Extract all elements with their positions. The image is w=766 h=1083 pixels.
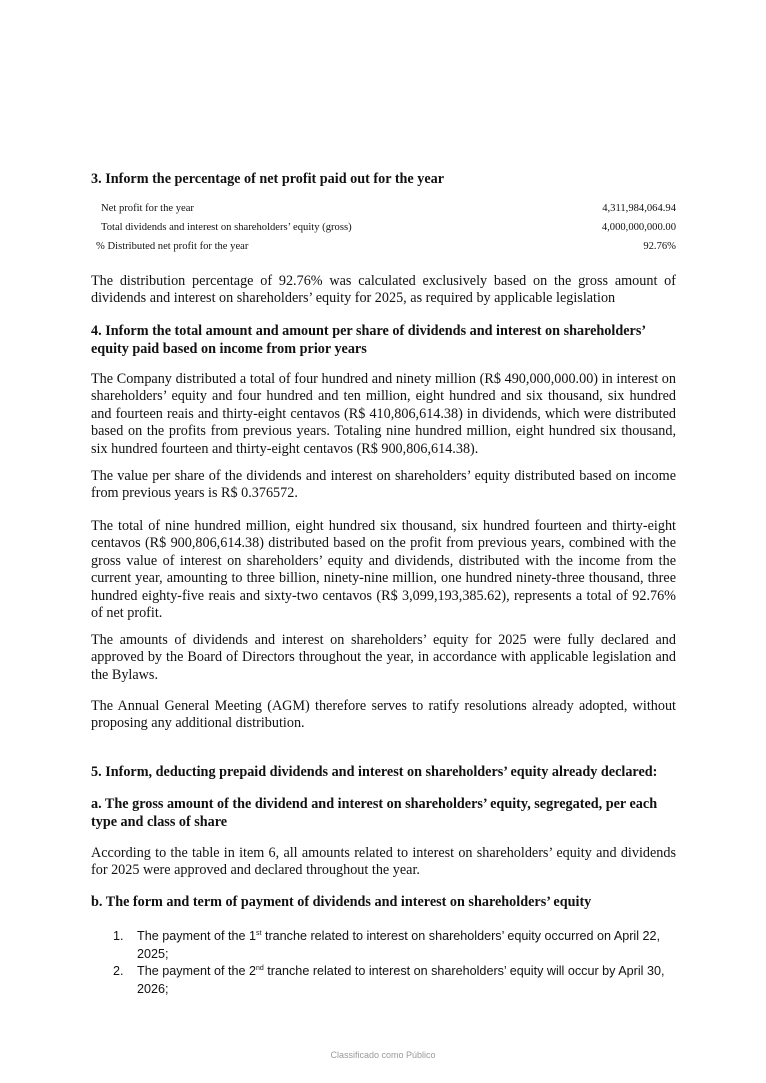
section-4-paragraph-1: The Company distributed a total of four hundred and ninety million (R$ 490,000,000.00) in interest on shareholders’ equity and four hundred and ten million, eight hundred and six thousand, six hundred and fourteen reais and thirty-eight centavos (R$ 410,806,614.38) in dividends, which were distributed based on the profits from previous years. Totaling nine hundred million, eight hundred six thousand, six hundred fourteen and thirty-eight centavos (R$ 900,806,614.38). bbox=[91, 371, 676, 457]
list-item-number: 2. bbox=[113, 964, 124, 978]
section-4-paragraph-3: The total of nine hundred million, eight hundred six thousand, six hundred fourteen and thirty-eight centavos (R$ 900,806,614.38) distributed based on the profit from previous years, combined with the gross value of interest on shareholders’ equity and dividends, distributed with the income from the current year, amounting to three billion, ninety-nine million, one hundred ninety-three thousand, three hundred eighty-five reais and sixty-two centavos (R$ 3,099,193,385.62), represents a total of 92.76% of net profit. bbox=[91, 518, 676, 622]
section-5a-heading: a. The gross amount of the dividend and interest on shareholders’ equity, segregated, per each type and class of share bbox=[91, 796, 658, 830]
row-value-total-dividends: 4,000,000,000.00 bbox=[601, 222, 676, 233]
row-label-net-profit: Net profit for the year bbox=[101, 203, 194, 214]
row-label-total-dividends: Total dividends and interest on shareholders’ equity (gross) bbox=[101, 222, 352, 233]
section-3-paragraph: The distribution percentage of 92.76% was calculated exclusively based on the gross amount of dividends and interest on shareholders’ equity for 2025, as required by applicable legislation bbox=[91, 273, 676, 307]
table-row bbox=[91, 241, 676, 257]
row-value-net-profit: 4,311,984,064.94 bbox=[602, 203, 676, 214]
section-3-heading: 3. Inform the percentage of net profit paid out for the year bbox=[91, 171, 445, 187]
section-5-heading: 5. Inform, deducting prepaid dividends and interest on shareholders’ equity already declared: bbox=[91, 764, 658, 780]
section-5b-heading: b. The form and term of payment of dividends and interest on shareholders’ equity bbox=[91, 894, 592, 910]
list-item-text: The payment of the 1st tranche related to interest on shareholders’ equity occurred on April 22, 2025; bbox=[137, 929, 661, 961]
table-row bbox=[91, 222, 676, 238]
list-item-number: 1. bbox=[113, 929, 124, 943]
section-4-paragraph-5: The Annual General Meeting (AGM) therefore serves to ratify resolutions already adopted, without proposing any additional distribution. bbox=[91, 698, 676, 732]
section-4-paragraph-4: The amounts of dividends and interest on shareholders’ equity for 2025 were fully declared and approved by the Board of Directors throughout the year, in accordance with applicable legislation and the Bylaws. bbox=[91, 632, 676, 683]
row-label-distributed-percent: % Distributed net profit for the year bbox=[96, 241, 249, 252]
table-row bbox=[91, 203, 676, 219]
classification-footer: Classificado como Público bbox=[330, 1050, 436, 1060]
section-4-paragraph-2: The value per share of the dividends and interest on shareholders’ equity distributed based on income from previous years is R$ 0.376572. bbox=[91, 468, 676, 502]
section-4-heading: 4. Inform the total amount and amount per share of dividends and interest on shareholders’ equity paid based on income from prior years bbox=[91, 323, 646, 357]
list-item-text: The payment of the 2nd tranche related to interest on shareholders’ equity will occur by April 30, 2026; bbox=[137, 964, 665, 996]
row-value-distributed-percent: 92.76% bbox=[643, 241, 676, 252]
section-5a-paragraph: According to the table in item 6, all amounts related to interest on shareholders’ equity and dividends for 2025 were approved and declared throughout the year. bbox=[91, 845, 676, 879]
